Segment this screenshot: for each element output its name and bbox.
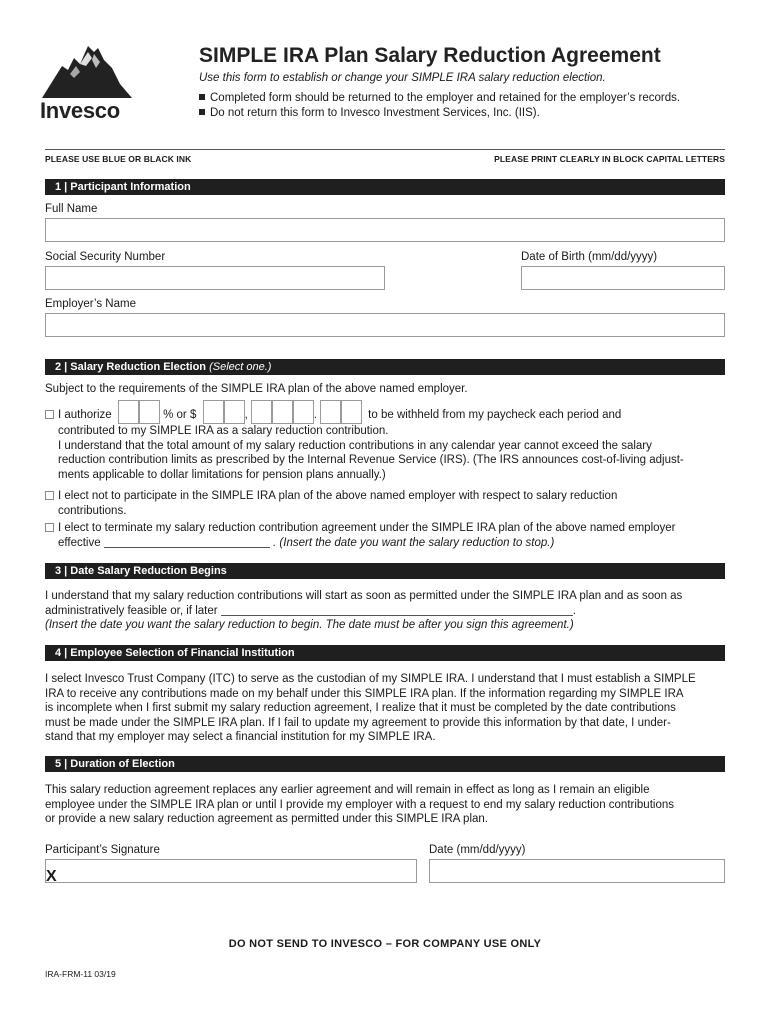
section-5-line: employee under the SIMPLE IRA plan or until I provide my employer with a request to end my salary reduction contributions	[45, 798, 674, 811]
dollar-digit-box[interactable]	[293, 400, 314, 424]
section-heading-note: (Select one.)	[209, 361, 272, 373]
section-4-body	[45, 672, 725, 745]
not-participate-line: contributions.	[58, 504, 127, 517]
option-not-participate	[45, 489, 725, 518]
print-note: PLEASE PRINT CLEARLY IN BLOCK CAPITAL LETTERS	[494, 154, 725, 164]
bullet-text: Do not return this form to Invesco Investment Services, Inc. (IIS).	[210, 107, 540, 119]
section-4-line: IRA to receive any contributions made on my behalf under this SIMPLE IRA plan. If the information regarding my SIMPLE IRA	[45, 687, 684, 700]
authorize-line: reduction contribution limits as prescribed by the Internal Revenue Service (IRS). (The IRS announces cost-of-living adjust-	[58, 454, 684, 466]
authorize-checkbox[interactable]	[45, 410, 54, 419]
full-name-label: Full Name	[45, 203, 98, 215]
option-terminate	[45, 521, 725, 550]
percent-digit-box[interactable]	[139, 400, 160, 424]
option-authorize	[45, 400, 725, 482]
authorize-line: ments applicable to dollar limitations for pension plans annually.)	[58, 468, 386, 481]
square-bullet-icon	[199, 94, 205, 100]
dob-field[interactable]	[521, 266, 725, 290]
section-heading-text: 2 | Salary Reduction Election	[55, 361, 207, 373]
section-1-header	[45, 179, 725, 195]
dollar-digit-box[interactable]	[272, 400, 293, 424]
instruction-bullet	[199, 107, 540, 119]
dollar-digit-box[interactable]	[251, 400, 272, 424]
not-participate-text: I elect not to participate in the SIMPLE IRA plan of the above named employer with respect to salary reduction	[58, 490, 618, 502]
start-date-note: (Insert the date you want the salary reduction to begin. The date must be after you sign this agreement.)	[45, 619, 574, 631]
section-5-header	[45, 756, 725, 772]
bullet-text: Completed form should be returned to the employer and retained for the employer’s records.	[210, 92, 681, 104]
effective-label: effective	[58, 536, 101, 549]
section-4-line: stand that my employer may select a financial institution for my SIMPLE IRA.	[45, 731, 436, 743]
effective-date-line[interactable]	[104, 538, 270, 548]
section-5-body	[45, 783, 725, 827]
section-3-header	[45, 563, 725, 579]
section-heading: 4 | Employee Selection of Financial Institution	[45, 645, 295, 661]
section-4-line: I select Invesco Trust Company (ITC) to serve as the custodian of my SIMPLE IRA. I understand that I must establish a SIMPLE	[45, 673, 696, 685]
full-name-field[interactable]	[45, 218, 725, 242]
section-heading: 5 | Duration of Election	[45, 756, 175, 772]
section-3-line: administratively feasible or, if later	[45, 604, 218, 617]
authorize-tail: to be withheld from my paycheck each period and	[368, 409, 622, 421]
cents-digit-box[interactable]	[320, 400, 341, 424]
comma-separator: ,	[244, 409, 248, 421]
cents-digit-box[interactable]	[341, 400, 362, 424]
ssn-field[interactable]	[45, 266, 385, 290]
brand-name: Invesco	[40, 98, 120, 123]
section-heading: 3 | Date Salary Reduction Begins	[45, 563, 227, 579]
employer-name-field[interactable]	[45, 313, 725, 337]
signature-x-mark: X	[46, 868, 57, 885]
authorize-line: I understand that the total amount of my salary reduction contributions in any calendar year cannot exceed the salary	[58, 439, 652, 452]
terminate-text: I elect to terminate my salary reduction contribution agreement under the SIMPLE IRA plan of the above named employer	[58, 522, 676, 534]
section-4-header	[45, 645, 725, 661]
section-5-line: or provide a new salary reduction agreement as permitted under this SIMPLE IRA plan.	[45, 813, 488, 825]
section-4-line: is incomplete when I first submit my salary reduction agreement, I realize that it must be completed by the date contributions	[45, 702, 676, 714]
dollar-digit-box[interactable]	[224, 400, 245, 424]
section-2-header	[45, 359, 725, 375]
percent-digit-box[interactable]	[118, 400, 139, 424]
instruction-bullet	[199, 92, 680, 104]
section-heading	[45, 359, 271, 375]
effective-date-note: . (Insert the date you want the salary reduction to stop.)	[273, 536, 555, 549]
section-2-intro: Subject to the requirements of the SIMPLE IRA plan of the above named employer.	[45, 383, 468, 395]
signature-date-label: Date (mm/dd/yyyy)	[429, 844, 526, 856]
dollar-boxes	[203, 400, 245, 424]
form-title: SIMPLE IRA Plan Salary Reduction Agreement	[199, 44, 661, 67]
dob-label: Date of Birth (mm/dd/yyyy)	[521, 251, 658, 263]
section-4-line: must be made under the SIMPLE IRA plan. If I fail to update my agreement to provide this information by that date, I under-	[45, 716, 671, 729]
decimal-separator: .	[313, 409, 317, 421]
terminate-checkbox[interactable]	[45, 523, 54, 532]
employer-name-label: Employer’s Name	[45, 298, 136, 310]
square-bullet-icon	[199, 109, 205, 115]
section-heading: 1 | Participant Information	[45, 179, 191, 195]
signature-label: Participant’s Signature	[45, 844, 160, 856]
signature-date-field[interactable]	[429, 859, 725, 883]
section-3-line-end: .	[572, 604, 576, 617]
invesco-logo	[40, 44, 136, 122]
section-3-body	[45, 589, 725, 633]
section-3-line: I understand that my salary reduction contributions will start as soon as permitted under the SIMPLE IRA plan and as soon as	[45, 590, 683, 602]
mountain-logo-icon	[42, 44, 132, 98]
ssn-label: Social Security Number	[45, 251, 166, 263]
form-subtitle: Use this form to establish or change your SIMPLE IRA salary reduction election.	[199, 72, 606, 84]
ink-note: PLEASE USE BLUE OR BLACK INK	[45, 154, 192, 164]
signature-field[interactable]	[45, 859, 417, 883]
dollar-digit-box[interactable]	[203, 400, 224, 424]
authorize-line: contributed to my SIMPLE IRA as a salary reduction contribution.	[58, 425, 389, 437]
section-5-line: This salary reduction agreement replaces any earlier agreement and will remain in effect as long as I remain an eligible	[45, 784, 650, 796]
pct-or-dollar: % or $	[163, 409, 197, 421]
form-number: IRA-FRM-11 03/19	[45, 969, 116, 979]
authorize-label: I authorize	[58, 409, 112, 421]
start-date-line[interactable]	[221, 606, 573, 616]
divider	[45, 149, 725, 150]
not-participate-checkbox[interactable]	[45, 491, 54, 500]
company-use-notice: DO NOT SEND TO INVESCO – FOR COMPANY USE ONLY	[228, 938, 542, 950]
percent-boxes	[118, 400, 160, 424]
